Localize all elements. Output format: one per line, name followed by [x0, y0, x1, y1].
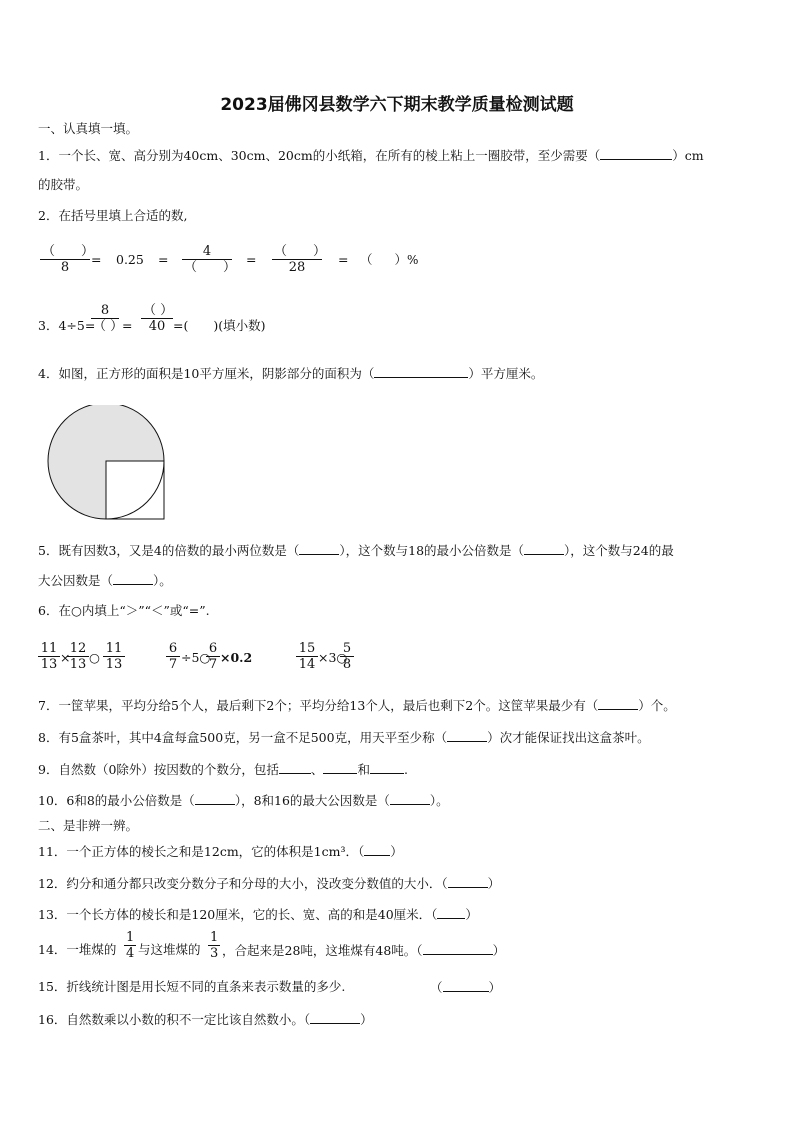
- fraction: [208, 930, 220, 961]
- answer-blank[interactable]: [524, 542, 564, 555]
- denominator: 7: [206, 656, 220, 672]
- fraction: [182, 244, 237, 275]
- question-number: 2．: [38, 208, 59, 223]
- question-text: 一个长方体的棱长和是120厘米，它的长、宽、高的和是40厘米．（: [66, 907, 438, 922]
- question-text: 大公因数是（: [38, 573, 114, 588]
- question-2: [38, 208, 187, 224]
- numerator-blank[interactable]: （ ）: [42, 244, 95, 259]
- question-text: 如图，正方形的面积是10平方厘米，阴影部分的面积为（: [58, 366, 375, 381]
- fraction: [38, 641, 60, 672]
- answer-blank[interactable]: [447, 729, 487, 742]
- numerator: 12: [69, 641, 87, 656]
- question-text: 在括号里填上合适的数,: [58, 208, 188, 223]
- question-text: 自然数乘以小数的积不一定比该自然数小。（: [66, 1012, 311, 1027]
- question-text: ）个。: [638, 698, 676, 713]
- denominator: 8: [340, 656, 354, 672]
- compare-expression[interactable]: ×3○: [318, 650, 348, 665]
- numerator-blank[interactable]: （ ）: [143, 303, 174, 318]
- numerator-blank[interactable]: （ ）: [274, 244, 327, 259]
- circle-square-figure: [44, 405, 170, 521]
- question-text: ）cm: [672, 148, 704, 163]
- denominator: 13: [103, 656, 125, 672]
- question-1: [38, 147, 704, 164]
- denominator: 3: [210, 946, 219, 961]
- question-text: ），这个数与18的最小公倍数是（: [339, 543, 525, 558]
- question-text: 4÷5=: [58, 318, 96, 333]
- fraction: [272, 244, 327, 275]
- fraction: [124, 930, 136, 961]
- question-text: 6和8的最小公倍数是（: [66, 793, 195, 808]
- question-text: 折线统计图是用长短不同的直条来表示数量的多少.: [66, 979, 346, 994]
- question-5: [38, 542, 674, 559]
- question-number: 4．: [38, 366, 59, 381]
- question-number: 6．: [38, 603, 59, 618]
- question-text: 一堆煤的: [66, 942, 117, 957]
- question-text: 自然数（0除外）按因数的个数分，包括: [58, 762, 279, 777]
- question-text: 一筐苹果，平均分给5个人，最后剩下2个；平均分给13个人，最后也剩下2个。这筐苹果最少有（: [58, 698, 599, 713]
- equals-sign: =: [246, 252, 257, 267]
- question-text: 一个正方体的棱长之和是12cm，它的体积是1cm³．（: [66, 844, 365, 859]
- paren-close: ）: [465, 907, 478, 922]
- answer-blank[interactable]: [279, 761, 311, 774]
- question-text: 约分和通分都只改变分数分子和分母的大小，没改变分数值的大小．（: [66, 876, 448, 891]
- page-title: 2023届佛冈县数学六下期末教学质量检测试题: [220, 95, 574, 115]
- answer-blank[interactable]: [448, 875, 488, 888]
- question-14: [38, 942, 116, 958]
- numerator: 4: [202, 244, 212, 259]
- expression-tail: ×0.2: [220, 650, 253, 665]
- denominator: 28: [272, 259, 322, 275]
- denominator: 8: [40, 259, 90, 275]
- fraction: [40, 244, 95, 275]
- question-text: ）次才能保证找出这盒茶叶。: [487, 730, 650, 745]
- question-1-cont: 的胶带。: [38, 177, 89, 192]
- paren-open: （: [430, 980, 443, 995]
- answer-blank[interactable]: [310, 1011, 360, 1024]
- paren-close: ）: [390, 844, 403, 859]
- numerator: 5: [342, 641, 352, 656]
- question-12: [38, 875, 500, 892]
- question-number: 13．: [38, 907, 67, 922]
- question-number: 12．: [38, 876, 67, 891]
- equals-sign: =: [158, 252, 169, 267]
- denominator: 4: [126, 946, 135, 961]
- fraction: [91, 303, 124, 334]
- question-number: 14．: [38, 942, 67, 957]
- equals-sign: =: [91, 252, 102, 267]
- percent-sign: %: [407, 253, 419, 267]
- denominator: 14: [296, 656, 318, 672]
- question-8: [38, 729, 650, 746]
- fraction: [166, 641, 180, 672]
- answer-blank[interactable]: [423, 942, 493, 955]
- section-heading-1: 一、认真填一填。: [38, 121, 139, 136]
- question-15-answer: [430, 979, 501, 996]
- question-6: [38, 603, 210, 619]
- question-text: ）。: [429, 793, 449, 808]
- denominator-blank[interactable]: （ ）: [184, 260, 237, 275]
- question-15: [38, 979, 345, 995]
- fraction: [340, 641, 354, 672]
- question-text: 与这堆煤的: [138, 942, 201, 957]
- denominator: 13: [67, 656, 89, 672]
- answer-blank[interactable]: [195, 792, 235, 805]
- numerator: 1: [126, 930, 135, 945]
- separator: 和: [357, 762, 370, 777]
- question-number: 16．: [38, 1012, 67, 1027]
- denominator: 40: [141, 318, 173, 334]
- fraction: [296, 641, 318, 672]
- question-number: 11．: [38, 844, 67, 859]
- numerator: 6: [208, 641, 218, 656]
- question-14-tail: [222, 942, 505, 959]
- question-7: [38, 697, 676, 714]
- question-number: 3．: [38, 318, 59, 333]
- answer-blank[interactable]: [323, 761, 357, 774]
- paren-open: （: [360, 252, 373, 267]
- answer-blank[interactable]: [113, 572, 153, 585]
- denominator: 13: [38, 656, 60, 672]
- question-5-cont: [38, 572, 172, 589]
- period: .: [403, 762, 408, 777]
- compare-expression[interactable]: ÷5○: [181, 650, 211, 665]
- question-text: ），这个数与24的最: [564, 543, 674, 558]
- question-number: 8．: [38, 730, 59, 745]
- numerator: 11: [40, 641, 58, 656]
- section-heading-2: 二、是非辨一辨。: [38, 818, 139, 833]
- paren-close: ）: [394, 252, 408, 267]
- question-text: 有5盒茶叶，其中4盒每盒500克，另一盒不足500克，用天平至少称（: [58, 730, 448, 745]
- question-number: 1．: [38, 148, 59, 163]
- square: [106, 461, 164, 519]
- question-text: 既有因数3，又是4的倍数的最小两位数是（: [58, 543, 300, 558]
- question-text: ），8和16的最大公因数是（: [234, 793, 390, 808]
- equals-sign: =: [338, 252, 349, 267]
- operator: ×: [60, 650, 71, 665]
- paren-close: ）: [360, 1012, 373, 1027]
- question-text: ）平方厘米。: [468, 366, 544, 381]
- question-text: ）。: [153, 573, 172, 588]
- question-11: [38, 843, 403, 860]
- paren-close: ）: [492, 943, 506, 958]
- paren-close: ）: [488, 980, 502, 995]
- question-number: 9．: [38, 762, 59, 777]
- percent-blank[interactable]: [360, 252, 418, 268]
- numerator: 1: [210, 930, 219, 945]
- answer-blank[interactable]: [370, 761, 404, 774]
- denominator-blank[interactable]: （ ）: [93, 319, 124, 334]
- question-9: [38, 761, 408, 778]
- equals-sign: =: [122, 318, 133, 333]
- question-number: 15．: [38, 979, 67, 994]
- question-13: [38, 906, 478, 923]
- numerator: 15: [298, 641, 316, 656]
- answer-blank[interactable]: [443, 979, 489, 992]
- question-3: [38, 318, 95, 334]
- numerator: 8: [100, 303, 110, 318]
- separator: 、: [310, 762, 324, 777]
- answer-blank[interactable]: [374, 365, 468, 378]
- denominator: 7: [166, 656, 180, 672]
- numerator: 11: [105, 641, 123, 656]
- question-number: 7．: [38, 698, 59, 713]
- decimal-value: 0.25: [116, 252, 144, 267]
- question-10: [38, 792, 449, 809]
- fraction: [141, 303, 173, 334]
- fraction: [206, 641, 220, 672]
- answer-blank[interactable]: [598, 697, 638, 710]
- answer-blank[interactable]: [600, 147, 672, 160]
- numerator: 6: [168, 641, 178, 656]
- paren-close: ）: [487, 876, 501, 891]
- question-number: 5．: [38, 543, 59, 558]
- question-text: 一个长、宽、高分别为40cm、30cm、20cm的小纸箱，在所有的棱上粘上一圈胶带，至少需要（: [58, 148, 601, 163]
- compare-circle[interactable]: ○: [89, 650, 100, 665]
- answer-blank[interactable]: [437, 906, 465, 919]
- fraction: [67, 641, 89, 672]
- answer-blank[interactable]: [299, 542, 339, 555]
- answer-blank[interactable]: [390, 792, 430, 805]
- question-text: 在○内填上“＞”“＜”或“=”.: [58, 603, 210, 618]
- answer-blank[interactable]: [364, 843, 390, 856]
- fraction: [103, 641, 125, 672]
- question-number: 10．: [38, 793, 67, 808]
- question-4: [38, 365, 543, 382]
- question-text: ，合起来是28吨，这堆煤有48吨。（: [222, 943, 423, 958]
- question-16: [38, 1011, 373, 1028]
- question-3-tail: =( )(填小数): [173, 318, 266, 333]
